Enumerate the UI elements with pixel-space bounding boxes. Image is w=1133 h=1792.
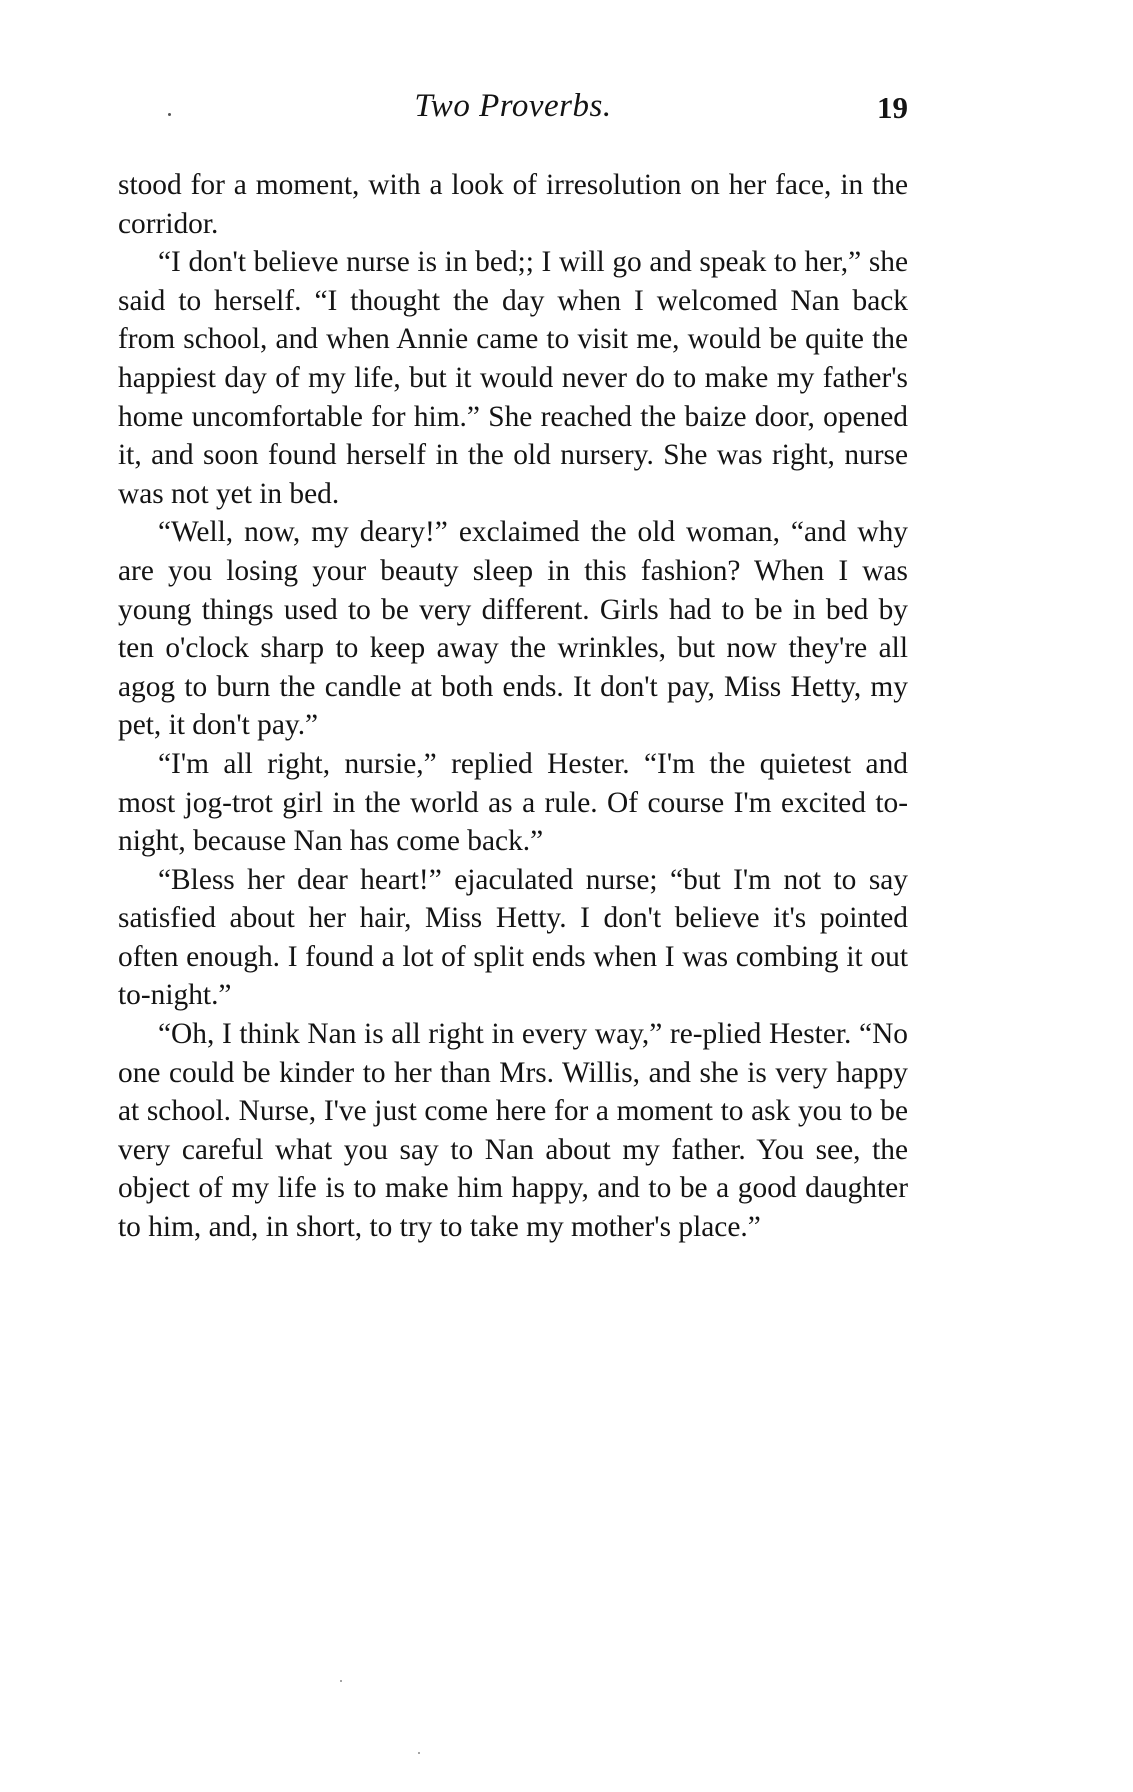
page-header [118, 88, 908, 138]
paragraph: “I don't believe nurse is in bed;; I will go and speak to her,” she said to herself. “I thought the day when I welcomed Nan back from school, and when Annie came to visit me, would be quite the happiest day of my life, but it would never do to make my father's home uncomfortable for him.” She reached the baize door, opened it, and soon found herself in the old nursery. She was right, nurse was not yet in bed. [118, 246, 908, 510]
body-text [118, 166, 908, 1247]
page-number: 19 [877, 90, 908, 125]
running-title: Two Proverbs. [414, 88, 612, 124]
paragraph: stood for a moment, with a look of irresolution on her face, in the corridor. [118, 169, 908, 240]
paragraph: “Oh, I think Nan is all right in every way,” re-plied Hester. “No one could be kinder to her than Mrs. Willis, and she is very happy at school. Nurse, I've just come here for a moment to ask you to be very careful what you say to Nan about my father. You see, the object of my life is to make him happy, and to be a good daughter to him, and, in short, to try to take my mother's place.” [118, 1018, 908, 1244]
paragraph: “I'm all right, nursie,” replied Hester. “I'm the quietest and most jog-trot girl in the world as a rule. Of course I'm excited to-night, because Nan has come back.” [118, 747, 908, 858]
scan-speck [340, 1680, 342, 1682]
scan-speck [418, 1752, 420, 1754]
paragraph: “Bless her dear heart!” ejaculated nurse; “but I'm not to say satisfied about her hair, Miss Hetty. I don't believe it's pointed often enough. I found a lot of split ends when I was combing it out to-night.” [118, 863, 908, 1012]
paragraph: “Well, now, my deary!” exclaimed the old woman, “and why are you losing your beauty sleep in this fashion? When I was young things used to be very different. Girls had to be in bed by ten o'clock sharp to keep away the wrinkles, but now they're all agog to burn the candle at both ends. It don't pay, Miss Hetty, my pet, it don't pay.” [118, 516, 908, 742]
